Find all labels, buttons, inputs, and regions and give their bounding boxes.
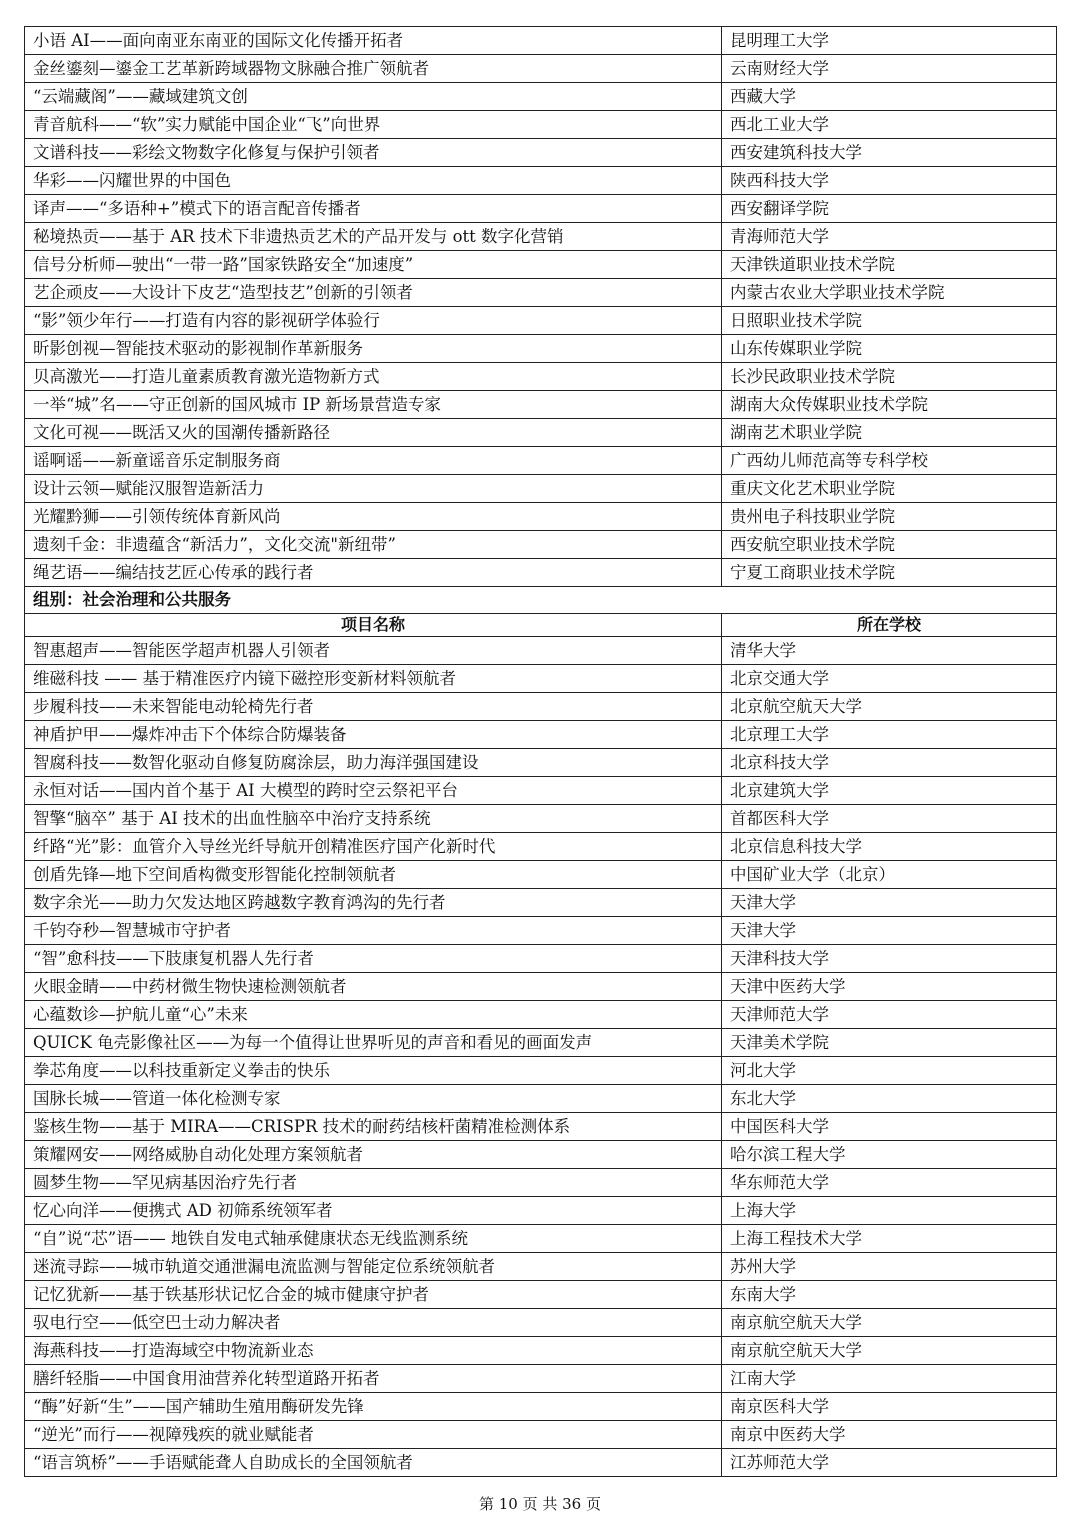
project-name-cell: “云端藏阁”——藏域建筑文创 <box>25 83 722 111</box>
school-cell: 上海大学 <box>722 1197 1057 1225</box>
school-cell: 西安翻译学院 <box>722 195 1057 223</box>
table-row <box>25 531 1057 559</box>
table-row <box>25 195 1057 223</box>
table-row <box>25 1169 1057 1197</box>
project-name-cell: 青音航科——“软”实力赋能中国企业“飞”向世界 <box>25 111 722 139</box>
school-cell: 南京航空航天大学 <box>722 1337 1057 1365</box>
table-row <box>25 693 1057 721</box>
table-row <box>25 1113 1057 1141</box>
table-row <box>25 1085 1057 1113</box>
school-cell: 内蒙古农业大学职业技术学院 <box>722 279 1057 307</box>
project-name-cell: “语言筑桥”——手语赋能聋人自助成长的全国领航者 <box>25 1449 722 1477</box>
school-cell: 天津美术学院 <box>722 1029 1057 1057</box>
table-row <box>25 419 1057 447</box>
school-cell: 首都医科大学 <box>722 805 1057 833</box>
school-cell: 华东师范大学 <box>722 1169 1057 1197</box>
project-name-cell: 忆心向洋——便携式 AD 初筛系统领军者 <box>25 1197 722 1225</box>
table-row <box>25 83 1057 111</box>
school-cell: 昆明理工大学 <box>722 27 1057 55</box>
project-name-cell: 国脉长城——管道一体化检测专家 <box>25 1085 722 1113</box>
header-project: 项目名称 <box>25 614 722 637</box>
school-cell: 西藏大学 <box>722 83 1057 111</box>
table-row <box>25 665 1057 693</box>
group-label: 组别：社会治理和公共服务 <box>25 587 1057 614</box>
school-cell: 北京信息科技大学 <box>722 833 1057 861</box>
table-row <box>25 1365 1057 1393</box>
project-name-cell: 策耀网安——网络威胁自动化处理方案领航者 <box>25 1141 722 1169</box>
school-cell: 东南大学 <box>722 1281 1057 1309</box>
school-cell: 南京医科大学 <box>722 1393 1057 1421</box>
school-cell: 广西幼儿师范高等专科学校 <box>722 447 1057 475</box>
table-row <box>25 1281 1057 1309</box>
school-cell: 天津中医药大学 <box>722 973 1057 1001</box>
table-row <box>25 307 1057 335</box>
project-name-cell: 智擎“脑卒” 基于 AI 技术的出血性脑卒中治疗支持系统 <box>25 805 722 833</box>
table-row <box>25 1029 1057 1057</box>
table-row <box>25 637 1057 665</box>
school-cell: 上海工程技术大学 <box>722 1225 1057 1253</box>
project-name-cell: 艺企顽皮——大设计下皮艺“造型技艺”创新的引领者 <box>25 279 722 307</box>
school-cell: 重庆文化艺术职业学院 <box>722 475 1057 503</box>
table-row <box>25 777 1057 805</box>
project-name-cell: 谣啊谣——新童谣音乐定制服务商 <box>25 447 722 475</box>
group-section <box>25 587 1057 637</box>
project-name-cell: 创盾先锋—地下空间盾构微变形智能化控制领航者 <box>25 861 722 889</box>
school-cell: 湖南艺术职业学院 <box>722 419 1057 447</box>
school-cell: 天津科技大学 <box>722 945 1057 973</box>
table-row <box>25 503 1057 531</box>
project-name-cell: 迷流寻踪——城市轨道交通泄漏电流监测与智能定位系统领航者 <box>25 1253 722 1281</box>
table-row <box>25 27 1057 55</box>
project-name-cell: 设计云领—赋能汉服智造新活力 <box>25 475 722 503</box>
table-row <box>25 167 1057 195</box>
table-row <box>25 139 1057 167</box>
project-name-cell: 一举“城”名——守正创新的国风城市 IP 新场景营造专家 <box>25 391 722 419</box>
table-row <box>25 559 1057 587</box>
project-name-cell: 千钧夺秒—智慧城市守护者 <box>25 917 722 945</box>
table-row <box>25 1057 1057 1085</box>
project-name-cell: 维磁科技 —— 基于精准医疗内镜下磁控形变新材料领航者 <box>25 665 722 693</box>
table-row <box>25 55 1057 83</box>
header-school: 所在学校 <box>722 614 1057 637</box>
school-cell: 哈尔滨工程大学 <box>722 1141 1057 1169</box>
project-name-cell: 数字余光——助力欠发达地区跨越数字教育鸿沟的先行者 <box>25 889 722 917</box>
school-cell: 中国矿业大学（北京） <box>722 861 1057 889</box>
school-cell: 南京航空航天大学 <box>722 1309 1057 1337</box>
table-row <box>25 279 1057 307</box>
school-cell: 北京科技大学 <box>722 749 1057 777</box>
project-name-cell: “逆光”而行——视障残疾的就业赋能者 <box>25 1421 722 1449</box>
table-row <box>25 833 1057 861</box>
page-footer: 第 10 页 共 36 页 <box>478 1495 601 1513</box>
school-cell: 山东传媒职业学院 <box>722 335 1057 363</box>
project-name-cell: 步履科技——未来智能电动轮椅先行者 <box>25 693 722 721</box>
table-section-bottom <box>25 637 1057 1477</box>
project-name-cell: 膳纤轻脂——中国食用油营养化转型道路开拓者 <box>25 1365 722 1393</box>
project-name-cell: 海燕科技——打造海域空中物流新业态 <box>25 1337 722 1365</box>
school-cell: 宁夏工商职业技术学院 <box>722 559 1057 587</box>
school-cell: 日照职业技术学院 <box>722 307 1057 335</box>
project-name-cell: 心蕴数诊—护航儿童“心”未来 <box>25 1001 722 1029</box>
project-name-cell: 贝高激光——打造儿童素质教育激光造物新方式 <box>25 363 722 391</box>
table-row <box>25 861 1057 889</box>
school-cell: 陕西科技大学 <box>722 167 1057 195</box>
school-cell: 北京航空航天大学 <box>722 693 1057 721</box>
table-row <box>25 251 1057 279</box>
school-cell: 南京中医药大学 <box>722 1421 1057 1449</box>
school-cell: 河北大学 <box>722 1057 1057 1085</box>
project-name-cell: QUICK 龟壳影像社区——为每一个值得让世界听见的声音和看见的画面发声 <box>25 1029 722 1057</box>
table-row <box>25 1225 1057 1253</box>
school-cell: 天津大学 <box>722 889 1057 917</box>
school-cell: 江南大学 <box>722 1365 1057 1393</box>
table-row <box>25 945 1057 973</box>
table-row <box>25 1001 1057 1029</box>
project-name-cell: 小语 AI——面向南亚东南亚的国际文化传播开拓者 <box>25 27 722 55</box>
table-row <box>25 1253 1057 1281</box>
school-cell: 青海师范大学 <box>722 223 1057 251</box>
school-cell: 中国医科大学 <box>722 1113 1057 1141</box>
school-cell: 湖南大众传媒职业技术学院 <box>722 391 1057 419</box>
school-cell: 天津师范大学 <box>722 1001 1057 1029</box>
project-name-cell: 遗刻千金：非遗蕴含“新活力”，文化交流"新纽带” <box>25 531 722 559</box>
project-name-cell: 译声——“多语种+”模式下的语言配音传播者 <box>25 195 722 223</box>
table-row <box>25 1337 1057 1365</box>
project-name-cell: 圆梦生物——罕见病基因治疗先行者 <box>25 1169 722 1197</box>
school-cell: 东北大学 <box>722 1085 1057 1113</box>
project-name-cell: 昕影创视—智能技术驱动的影视制作革新服务 <box>25 335 722 363</box>
project-name-cell: 神盾护甲——爆炸冲击下个体综合防爆装备 <box>25 721 722 749</box>
school-cell: 天津铁道职业技术学院 <box>722 251 1057 279</box>
table-row <box>25 111 1057 139</box>
table-row <box>25 889 1057 917</box>
table-row <box>25 363 1057 391</box>
table-row <box>25 223 1057 251</box>
project-name-cell: 永恒对话——国内首个基于 AI 大模型的跨时空云祭祀平台 <box>25 777 722 805</box>
project-name-cell: 光耀黔狮——引领传统体育新风尚 <box>25 503 722 531</box>
school-cell: 西安航空职业技术学院 <box>722 531 1057 559</box>
project-name-cell: 秘境热贡——基于 AR 技术下非遗热贡艺术的产品开发与 ott 数字化营销 <box>25 223 722 251</box>
project-name-cell: 文化可视——既活又火的国潮传播新路径 <box>25 419 722 447</box>
project-name-cell: 鉴核生物——基于 MIRA——CRISPR 技术的耐药结核杆菌精准检测体系 <box>25 1113 722 1141</box>
school-cell: 西安建筑科技大学 <box>722 139 1057 167</box>
project-name-cell: “自”说“芯”语—— 地铁自发电式轴承健康状态无线监测系统 <box>25 1225 722 1253</box>
project-name-cell: 智惠超声——智能医学超声机器人引领者 <box>25 637 722 665</box>
project-name-cell: “智”愈科技——下肢康复机器人先行者 <box>25 945 722 973</box>
project-name-cell: 火眼金睛——中药材微生物快速检测领航者 <box>25 973 722 1001</box>
project-name-cell: 文谱科技——彩绘文物数字化修复与保护引领者 <box>25 139 722 167</box>
school-cell: 苏州大学 <box>722 1253 1057 1281</box>
school-cell: 天津大学 <box>722 917 1057 945</box>
table-row <box>25 1421 1057 1449</box>
table-row <box>25 335 1057 363</box>
school-cell: 贵州电子科技职业学院 <box>722 503 1057 531</box>
table-row <box>25 1197 1057 1225</box>
project-name-cell: 记忆犹新——基于铁基形状记忆合金的城市健康守护者 <box>25 1281 722 1309</box>
school-cell: 北京建筑大学 <box>722 777 1057 805</box>
project-name-cell: 信号分析师—驶出“一带一路”国家铁路安全“加速度” <box>25 251 722 279</box>
table-row <box>25 1141 1057 1169</box>
table-row <box>25 805 1057 833</box>
project-table <box>24 26 1057 1477</box>
table-row <box>25 749 1057 777</box>
table-row <box>25 1449 1057 1477</box>
school-cell: 云南财经大学 <box>722 55 1057 83</box>
table-row <box>25 1393 1057 1421</box>
table-row <box>25 973 1057 1001</box>
group-row <box>25 587 1057 614</box>
table-row <box>25 917 1057 945</box>
school-cell: 长沙民政职业技术学院 <box>722 363 1057 391</box>
table-row <box>25 1309 1057 1337</box>
table-row <box>25 721 1057 749</box>
project-name-cell: “影”领少年行——打造有内容的影视研学体验行 <box>25 307 722 335</box>
school-cell: 西北工业大学 <box>722 111 1057 139</box>
school-cell: 江苏师范大学 <box>722 1449 1057 1477</box>
table-row <box>25 447 1057 475</box>
project-name-cell: 纤路“光”影：血管介入导丝光纤导航开创精准医疗国产化新时代 <box>25 833 722 861</box>
project-name-cell: “酶”好新“生”——国产辅助生殖用酶研发先锋 <box>25 1393 722 1421</box>
project-name-cell: 智腐科技——数智化驱动自修复防腐涂层，助力海洋强国建设 <box>25 749 722 777</box>
project-name-cell: 绳艺语——编结技艺匠心传承的践行者 <box>25 559 722 587</box>
school-cell: 北京理工大学 <box>722 721 1057 749</box>
project-name-cell: 华彩——闪耀世界的中国色 <box>25 167 722 195</box>
table-header-row <box>25 614 1057 637</box>
table-section-top <box>25 27 1057 587</box>
table-row <box>25 475 1057 503</box>
project-name-cell: 驭电行空——低空巴士动力解决者 <box>25 1309 722 1337</box>
project-name-cell: 金丝鎏刻—鎏金工艺革新跨域器物文脉融合推广领航者 <box>25 55 722 83</box>
table-row <box>25 391 1057 419</box>
project-name-cell: 拳芯角度——以科技重新定义拳击的快乐 <box>25 1057 722 1085</box>
school-cell: 清华大学 <box>722 637 1057 665</box>
school-cell: 北京交通大学 <box>722 665 1057 693</box>
